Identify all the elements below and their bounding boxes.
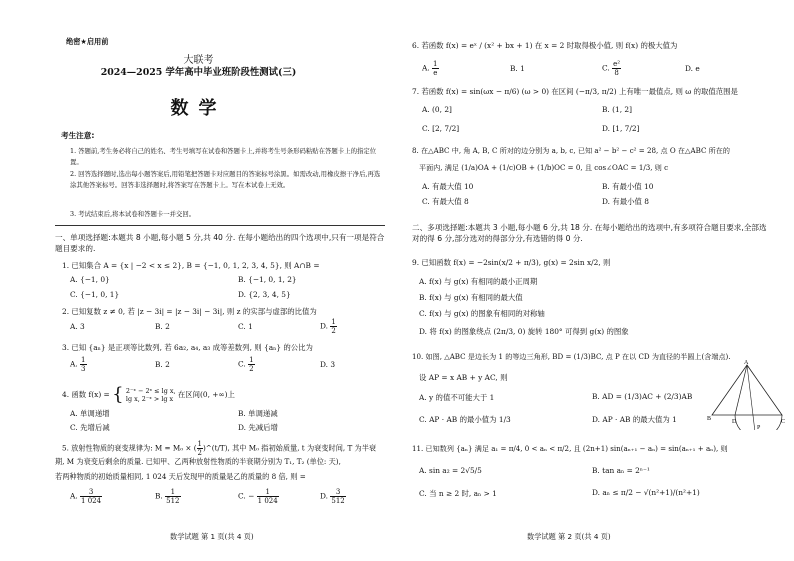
page-footer-left: 数学试题 第 1 页(共 4 页) (170, 532, 254, 541)
q1-option-b: B. {−1, 0, 1, 2} (238, 275, 297, 284)
denominator: 2 (249, 365, 254, 373)
q1-option-c: C. {−1, 0, 1} (70, 290, 120, 299)
q5-option-a-label: A. (70, 491, 78, 501)
q10-option-b: B. AD = (1/3)AC + (2/3)AB (592, 392, 693, 401)
q5-line-1a: 5. 放射性物质的衰变规律为: M = M₀ × ( (62, 443, 197, 453)
q6-option-c (602, 60, 621, 77)
q9-option-b: B. f(x) 与 g(x) 有相同的最大值 (419, 293, 523, 302)
q2-option-b: B. 2 (155, 322, 170, 331)
organizer: 大联考 (183, 55, 214, 66)
q5-option-a (70, 488, 102, 505)
denominator: 1 024 (257, 497, 278, 505)
denominator: 512 (331, 497, 345, 505)
question-4 (62, 386, 235, 404)
label-b: B (707, 416, 712, 422)
q2-option-d-fraction (330, 318, 336, 335)
q8-option-b: B. 有最小值 10 (602, 182, 654, 191)
q9-option-c: C. f(x) 与 g(x) 的图象有相同的对称轴 (419, 309, 545, 318)
q3-option-a-fraction (80, 356, 86, 373)
numerator: 1 (249, 356, 254, 364)
question-7: 7. 若函数 f(x) = sin(ωx − π/6) (ω > 0) 在区间 (−π/3, π/2) 上有唯一最值点, 则 ω 的取值范围是 (412, 87, 738, 96)
q10-option-d: D. AP · AB 的最大值为 1 (592, 415, 677, 424)
label-a: A (744, 360, 749, 366)
q5-equation-tail: = (299, 472, 306, 481)
q4-case-1: 2⁻ˣ − 2ˣ ≤ lg x, (125, 386, 176, 395)
notice-2: 2. 回答选择题时,选出每小题答案后,用铅笔把答题卡对应题目的答案标号涂黑。如需改动,用橡皮擦干净后,再选涂其他答案标号。回答非选择题时,将答案写在答题卡上。写在本试卷上无效。 (70, 170, 381, 189)
q1-option-d: D. {2, 3, 4, 5} (238, 290, 291, 299)
question-5-line-3 (55, 472, 306, 482)
section-2-heading: 二、多项选择题:本题共 3 小题,每小题 6 分,共 18 分. 在每小题给出的选项中,有多项符合题目要求,全部选对的得 6 分,部分选对的得部分分,有选错的得 0 分. (412, 223, 767, 243)
question-6: 6. 若函数 f(x) = eˣ / (x² + bx + 1) 在 x = 2 时取得极小值, 则 f(x) 的极大值为 (412, 41, 678, 50)
question-3: 3. 已知 {aₙ} 是正项等比数列, 若 6a₂, a₄, a₃ 成等差数列, 则 {aₙ} 的公比为 (62, 343, 313, 352)
numerator: 1 (81, 356, 86, 364)
numerator: 1 (433, 60, 438, 68)
q5-option-c (238, 488, 279, 505)
numerator: e² (613, 60, 621, 68)
q5-option-c-fraction (257, 488, 279, 505)
q2-option-d-label: D. (320, 321, 329, 331)
q3-option-c-label: C. (238, 359, 246, 369)
q6-option-c-label: C. (602, 63, 610, 73)
q3-option-d: D. 3 (320, 360, 336, 369)
segment-ad (735, 365, 747, 415)
q7-option-d: D. [1, 7/2] (602, 124, 640, 133)
denominator: 2 (197, 449, 202, 457)
q3-option-b: B. 2 (155, 360, 170, 369)
q11-option-b: B. tan aₙ = 2ⁿ⁻¹ (592, 466, 650, 475)
q4-stem: 4. 函数 f(x) = (62, 390, 110, 399)
question-10-line-2: 设 AP = x AB + y AC, 则 (419, 373, 508, 382)
numerator: 3 (330, 488, 345, 497)
q4-option-d: D. 先减后增 (238, 423, 278, 432)
question-8-line-1: 8. 在△ABC 中, 角 A, B, C 所对的边分别为 a, b, c, 已知 a² − b² − c² = 28, 点 O 在△ABC 所在的 (412, 146, 730, 155)
question-9: 9. 已知函数 f(x) = −2sin(x/2 + π/3), g(x) = 2sin x/2, 则 (412, 258, 611, 267)
q7-option-c: C. [2, 7/2] (422, 124, 460, 133)
q11-option-c: C. 当 n ≥ 2 时, aₙ > 1 (419, 489, 497, 498)
question-10-line-1: 10. 如图, △ABC 是边长为 1 的等边三角形, BD = (1/3)BC, 点 P 在以 CD 为直径的半圆上(含端点). (412, 352, 731, 361)
q6-option-b: B. 1 (510, 64, 525, 73)
denominator: 3 (81, 365, 86, 373)
q6-option-c-fraction (612, 60, 621, 77)
q6-option-a (422, 60, 439, 77)
notice-3: 3. 考试结束后,将本试卷和答题卡一并交回。 (70, 210, 196, 218)
q3-option-a-label: A. (70, 359, 78, 369)
q5-option-a-fraction (80, 488, 102, 505)
denominator: e (433, 69, 438, 77)
q1-option-a: A. {−1, 0} (70, 275, 110, 284)
q5-option-c-label: C. − (238, 491, 255, 501)
question-5-line-2: 期, M 为衰变后剩余的质量. 已知甲、乙两种放射性物质的半衰期分别为 T₁, T₂ (单位: 天), (55, 457, 341, 466)
q5-line-1b: )^(t/T), 其中 M₀ 指初始质量, t 为衰变时间, T 为半衰 (202, 443, 377, 453)
q3-option-c (238, 356, 255, 373)
q7-option-a: A. (0, 2] (422, 105, 452, 114)
q5-option-d-fraction (330, 488, 345, 505)
q7-option-b: B. (1, 2] (602, 105, 632, 114)
q4-option-a: A. 单调递增 (70, 409, 110, 418)
triangle-abc (712, 365, 782, 415)
q6-option-d: D. e (685, 64, 700, 73)
divider (55, 225, 385, 226)
numerator: 1 (197, 440, 202, 448)
q10-option-a: A. y 的值不可能大于 1 (419, 393, 495, 402)
q4-case-2: lg x, 2⁻ˣ > lg x (125, 395, 174, 403)
triangle-figure (707, 360, 787, 430)
numerator: 1 (331, 318, 336, 326)
q4-cases (126, 387, 176, 404)
confidential-mark: 绝密★启用前 (66, 37, 109, 46)
q2-option-d (320, 318, 337, 335)
q4-option-b: B. 单调递减 (238, 409, 278, 418)
q9-option-a: A. f(x) 与 g(x) 有相同的最小正周期 (419, 277, 538, 286)
q3-option-c-fraction (248, 356, 254, 373)
denominator: 1 024 (81, 497, 102, 505)
question-11: 11. 已知数列 {aₙ} 满足 a₁ = π/4, 0 < aₙ < π/2, 且 (2n+1) sin(aₙ₊₁ − aₙ) = sin(aₙ₊₁ + aₙ), 则 (412, 444, 728, 453)
label-p: P (757, 425, 761, 430)
page-footer-right: 数学试题 第 2 页(共 4 页) (527, 532, 611, 541)
question-5-line-1 (62, 440, 376, 457)
numerator: 1 (165, 488, 180, 497)
q5-line-3-text: 若两种物质的初始质量相同, 1 024 天后发现甲的质量是乙的质量的 8 倍, 则 (55, 472, 298, 481)
q10-option-c: C. AP · AB 的最小值为 1/3 (419, 415, 511, 424)
brace: { (112, 384, 124, 405)
question-2: 2. 已知复数 z ≠ 0, 若 |z − 3i| = |z − 3i| − 3i|, 则 z 的实部与虚部的比值为 (62, 307, 317, 316)
label-c: C (781, 419, 786, 425)
numerator: 1 (257, 488, 279, 497)
q5-option-d (320, 488, 346, 505)
q3-option-a (70, 356, 87, 373)
q6-option-a-fraction (432, 60, 438, 77)
denominator: 512 (166, 497, 180, 505)
q11-option-d: D. aₙ ≤ π/2 − √(n²+1)/(n²+1) (592, 488, 700, 497)
section-1-heading: 一、单项选择题:本题共 8 小题,每小题 5 分,共 40 分. 在每小题给出的四个选项中,只有一项是符合题目要求的. (55, 233, 385, 253)
q8-option-d: D. 有最小值 8 (602, 197, 649, 206)
subject-title: 数学 (170, 98, 227, 119)
q4-option-c: C. 先增后减 (70, 423, 110, 432)
question-1: 1. 已知集合 A = {x | −2 < x ≤ 2}, B = {−1, 0, 1, 2, 3, 4, 5}, 则 A∩B = (62, 261, 320, 270)
q8-option-a: A. 有最大值 10 (422, 182, 474, 191)
q8-option-c: C. 有最大值 8 (422, 197, 469, 206)
denominator: 2 (331, 327, 336, 335)
q5-option-d-label: D. (320, 491, 329, 501)
q5-option-b-fraction (165, 488, 180, 505)
q5-option-b (155, 488, 181, 505)
notice-1: 1. 答题前,考生务必将自己的姓名、考生号填写在试卷和答题卡上,并将考生号条形码粘贴在答题卡上的指定位置。 (70, 147, 377, 166)
q4-tail: 在区间(0, +∞)上 (177, 390, 235, 399)
question-8-line-2: 平面内, 满足 (1/a)OA + (1/c)OB + (1/b)OC = 0, 且 cos∠OAC = 1/3, 则 c (419, 163, 669, 172)
denominator: 8 (614, 69, 619, 77)
exam-title: 2024—2025 学年高中毕业班阶段性测试(三) (100, 67, 297, 78)
label-d: D (732, 419, 737, 425)
numerator: 3 (80, 488, 102, 497)
q11-option-a: A. sin a₂ = 2√5/5 (419, 466, 482, 475)
right-page (397, 0, 794, 561)
q2-option-c: C. 1 (238, 322, 253, 331)
q6-option-a-label: A. (422, 63, 430, 73)
q9-option-d: D. 将 f(x) 的图象绕点 (2π/3, 0) 旋转 180° 可得到 g(x) 的图象 (419, 327, 629, 336)
notice-title: 考生注意: (61, 131, 95, 140)
q2-option-a: A. 3 (70, 322, 85, 331)
q5-option-b-label: B. (155, 491, 163, 501)
